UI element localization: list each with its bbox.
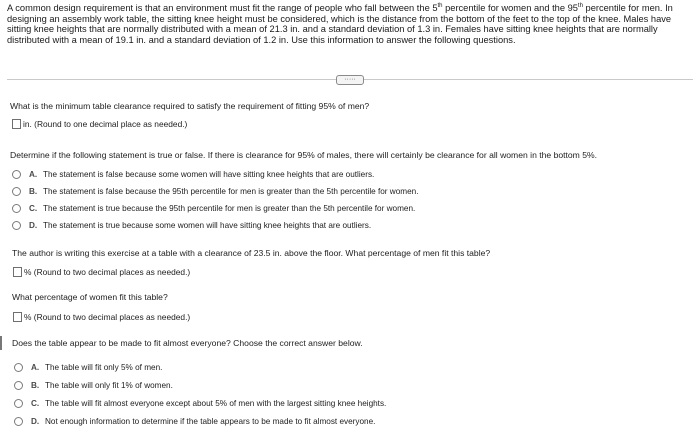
option-text: The statement is false because the 95th percentile for men is greater than the 5th percentile for women. — [43, 187, 419, 196]
option-letter: A. — [29, 170, 38, 179]
question-5-option-d[interactable] — [14, 417, 375, 426]
intro-text-2: percentile for women and the 95 — [442, 3, 578, 13]
question-2-option-a[interactable] — [12, 170, 374, 179]
question-4-answer-input[interactable] — [13, 312, 22, 322]
question-3-answer-row — [13, 267, 190, 277]
radio-button[interactable] — [14, 399, 23, 408]
option-letter: D. — [29, 221, 38, 230]
option-letter: D. — [31, 417, 40, 426]
question-2-option-c[interactable] — [12, 204, 415, 213]
intro-sup-1: th — [437, 2, 443, 9]
question-4-answer-row — [13, 312, 190, 322]
intro-text-1: A common design requirement is that an environment must fit the range of people who fall between the 5 — [7, 3, 438, 13]
question-2-option-d[interactable] — [12, 221, 371, 230]
question-4-text: What percentage of women fit this table? — [12, 292, 168, 302]
option-text: The table will only fit 1% of women. — [45, 381, 173, 390]
intro-text-3: percentile for men. In designing an assembly work table, the sitting knee height must be considered, which is the distance from the bottom of the feet to the top of the knee. Males have sitting knee heights that are normally distributed with a mean of 21.3 in. and a standard deviation of 1.3 in. Females have sitting knee heights that are normally distributed with a mean of 19.1 in. and a standard deviation of 1.2 in. Use this information to answer the following questions. — [7, 3, 673, 45]
option-text: The table will fit only 5% of men. — [45, 363, 163, 372]
option-letter: B. — [29, 187, 38, 196]
question-1-text: What is the minimum table clearance required to satisfy the requirement of fitting 95% of men? — [10, 101, 370, 111]
option-letter: B. — [31, 381, 40, 390]
radio-button[interactable] — [14, 417, 23, 426]
radio-button[interactable] — [12, 170, 21, 179]
question-3-answer-input[interactable] — [13, 267, 22, 277]
question-3-text: The author is writing this exercise at a table with a clearance of 23.5 in. above the floor. What percentage of men fit this table? — [12, 248, 491, 258]
question-1-answer-hint: in. (Round to one decimal place as needed.) — [23, 119, 188, 129]
question-5-option-c[interactable] — [14, 399, 386, 408]
question-2-text: Determine if the following statement is true or false. If there is clearance for 95% of males, there will certainly be clearance for all women in the bottom 5%. — [10, 150, 598, 160]
option-text: Not enough information to determine if the table appears to be made to fit almost everyone. — [45, 417, 376, 426]
left-edge-marker — [0, 336, 2, 350]
option-letter: C. — [31, 399, 40, 408]
intro-sup-2: th — [577, 2, 583, 9]
expand-more-button[interactable]: ····· — [336, 75, 364, 85]
radio-button[interactable] — [12, 221, 21, 230]
option-letter: C. — [29, 204, 38, 213]
question-4-answer-hint: % (Round to two decimal places as needed.) — [24, 312, 191, 322]
option-letter: A. — [31, 363, 40, 372]
question-1-answer-input[interactable] — [12, 119, 21, 129]
option-text: The statement is true because the 95th percentile for men is greater than the 5th percentile for women. — [43, 204, 416, 213]
question-5-option-a[interactable] — [14, 363, 162, 372]
radio-button[interactable] — [14, 381, 23, 390]
option-text: The table will fit almost everyone except about 5% of men with the largest sitting knee heights. — [45, 399, 387, 408]
radio-button[interactable] — [12, 204, 21, 213]
question-1-answer-row — [12, 119, 187, 129]
problem-statement — [7, 3, 693, 45]
option-text: The statement is true because some women will have sitting knee heights that are outliers. — [43, 221, 372, 230]
radio-button[interactable] — [12, 187, 21, 196]
question-2-option-b[interactable] — [12, 187, 418, 196]
option-text: The statement is false because some women will have sitting knee heights that are outliers. — [43, 170, 375, 179]
radio-button[interactable] — [14, 363, 23, 372]
question-5-option-b[interactable] — [14, 381, 173, 390]
question-5-text: Does the table appear to be made to fit almost everyone? Choose the correct answer below. — [12, 338, 363, 348]
question-3-answer-hint: % (Round to two decimal places as needed.) — [24, 267, 191, 277]
